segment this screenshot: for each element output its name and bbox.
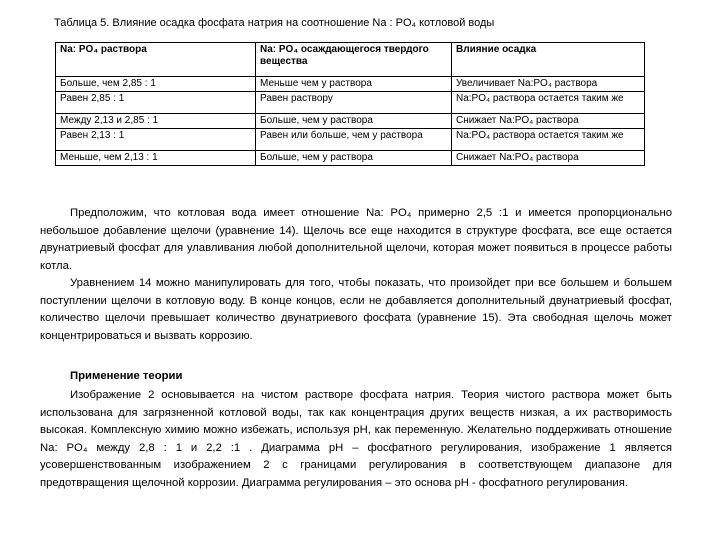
table-cell: Между 2,13 и 2,85 : 1 bbox=[56, 114, 256, 129]
table-row bbox=[56, 114, 645, 129]
paragraph-3: Изображение 2 основывается на чистом растворе фосфата натрия. Теория чистого раствора может быть использована для загрязненной котловой воды, так как концентрация других веществ низкая, а их растворимость высокая. Комплексную химию можно избежать, используя pH, как переменную. Желательно поддерживать отношение Na: PO₄ между 2,8 : 1 и 2,2 :1 . Диаграмма pH – фосфатного регулирования, изображение 1 является усовершенствованным изображением 2 с границами регулирования в соответствующем диапазоне для предотвращения щелочной коррозии. Диаграмма регулирования – это основа pH - фосфатного регулирования. bbox=[40, 389, 672, 489]
table-cell: Больше, чем у раствора bbox=[256, 114, 452, 129]
table-cell: Равен или больше, чем у раствора bbox=[256, 129, 452, 151]
table-header-row bbox=[56, 43, 645, 77]
table-row bbox=[56, 77, 645, 92]
table-row bbox=[56, 92, 645, 114]
phosphate-table bbox=[55, 42, 645, 166]
table-cell: Меньше, чем 2,13 : 1 bbox=[56, 151, 256, 166]
paragraph-2: Уравнением 14 можно манипулировать для того, чтобы показать, что произойдет при все большем и большем поступлении щелочи в котловую воду. В конце концов, если не добавляется дополнительный двунатриевый фосфат, количество щелочи превышает количество двунатриевого фосфата (уравнение 15). Эта свободная щелочь может концентрироваться и вызвать коррозию. bbox=[40, 277, 672, 342]
paragraph-1: Предположим, что котловая вода имеет отношение Na: PO₄ примерно 2,5 :1 и имеется пропорционально небольшое добавление щелочи (уравнение 14). Щелочь все еще находится в структуре фосфата, все еще остается двунатриевый фосфат для улавливания любой дополнительной щелочи, которая может появиться в процессе работы котла. bbox=[40, 207, 672, 272]
header-solution-ratio: Na: PO₄ раствора bbox=[56, 43, 256, 77]
header-effect: Влияние осадка bbox=[452, 43, 645, 77]
table-cell: Na:PO₄ раствора остается таким же bbox=[452, 92, 645, 114]
table-cell: Равен раствору bbox=[256, 92, 452, 114]
section-heading: Применение теории bbox=[70, 370, 183, 382]
table-row bbox=[56, 151, 645, 166]
table-cell: Увеличивает Na:PO₄ раствора bbox=[452, 77, 645, 92]
header-solid-ratio: Na: PO₄ осаждающегося твердого вещества bbox=[256, 43, 452, 77]
table-cell: Снижает Na:PO₄ раствора bbox=[452, 151, 645, 166]
table-row bbox=[56, 129, 645, 151]
table-cell: Больше, чем у раствора bbox=[256, 151, 452, 166]
table-caption: Таблица 5. Влияние осадка фосфата натрия на соотношение Na : PO₄ котловой воды bbox=[54, 17, 495, 29]
table-cell: Больше, чем 2,85 : 1 bbox=[56, 77, 256, 92]
table-cell: Na:PO₄ раствора остается таким же bbox=[452, 129, 645, 151]
table-cell: Снижает Na:PO₄ раствора bbox=[452, 114, 645, 129]
table-cell: Равен 2,13 : 1 bbox=[56, 129, 256, 151]
table-cell: Меньше чем у раствора bbox=[256, 77, 452, 92]
table-cell: Равен 2,85 : 1 bbox=[56, 92, 256, 114]
